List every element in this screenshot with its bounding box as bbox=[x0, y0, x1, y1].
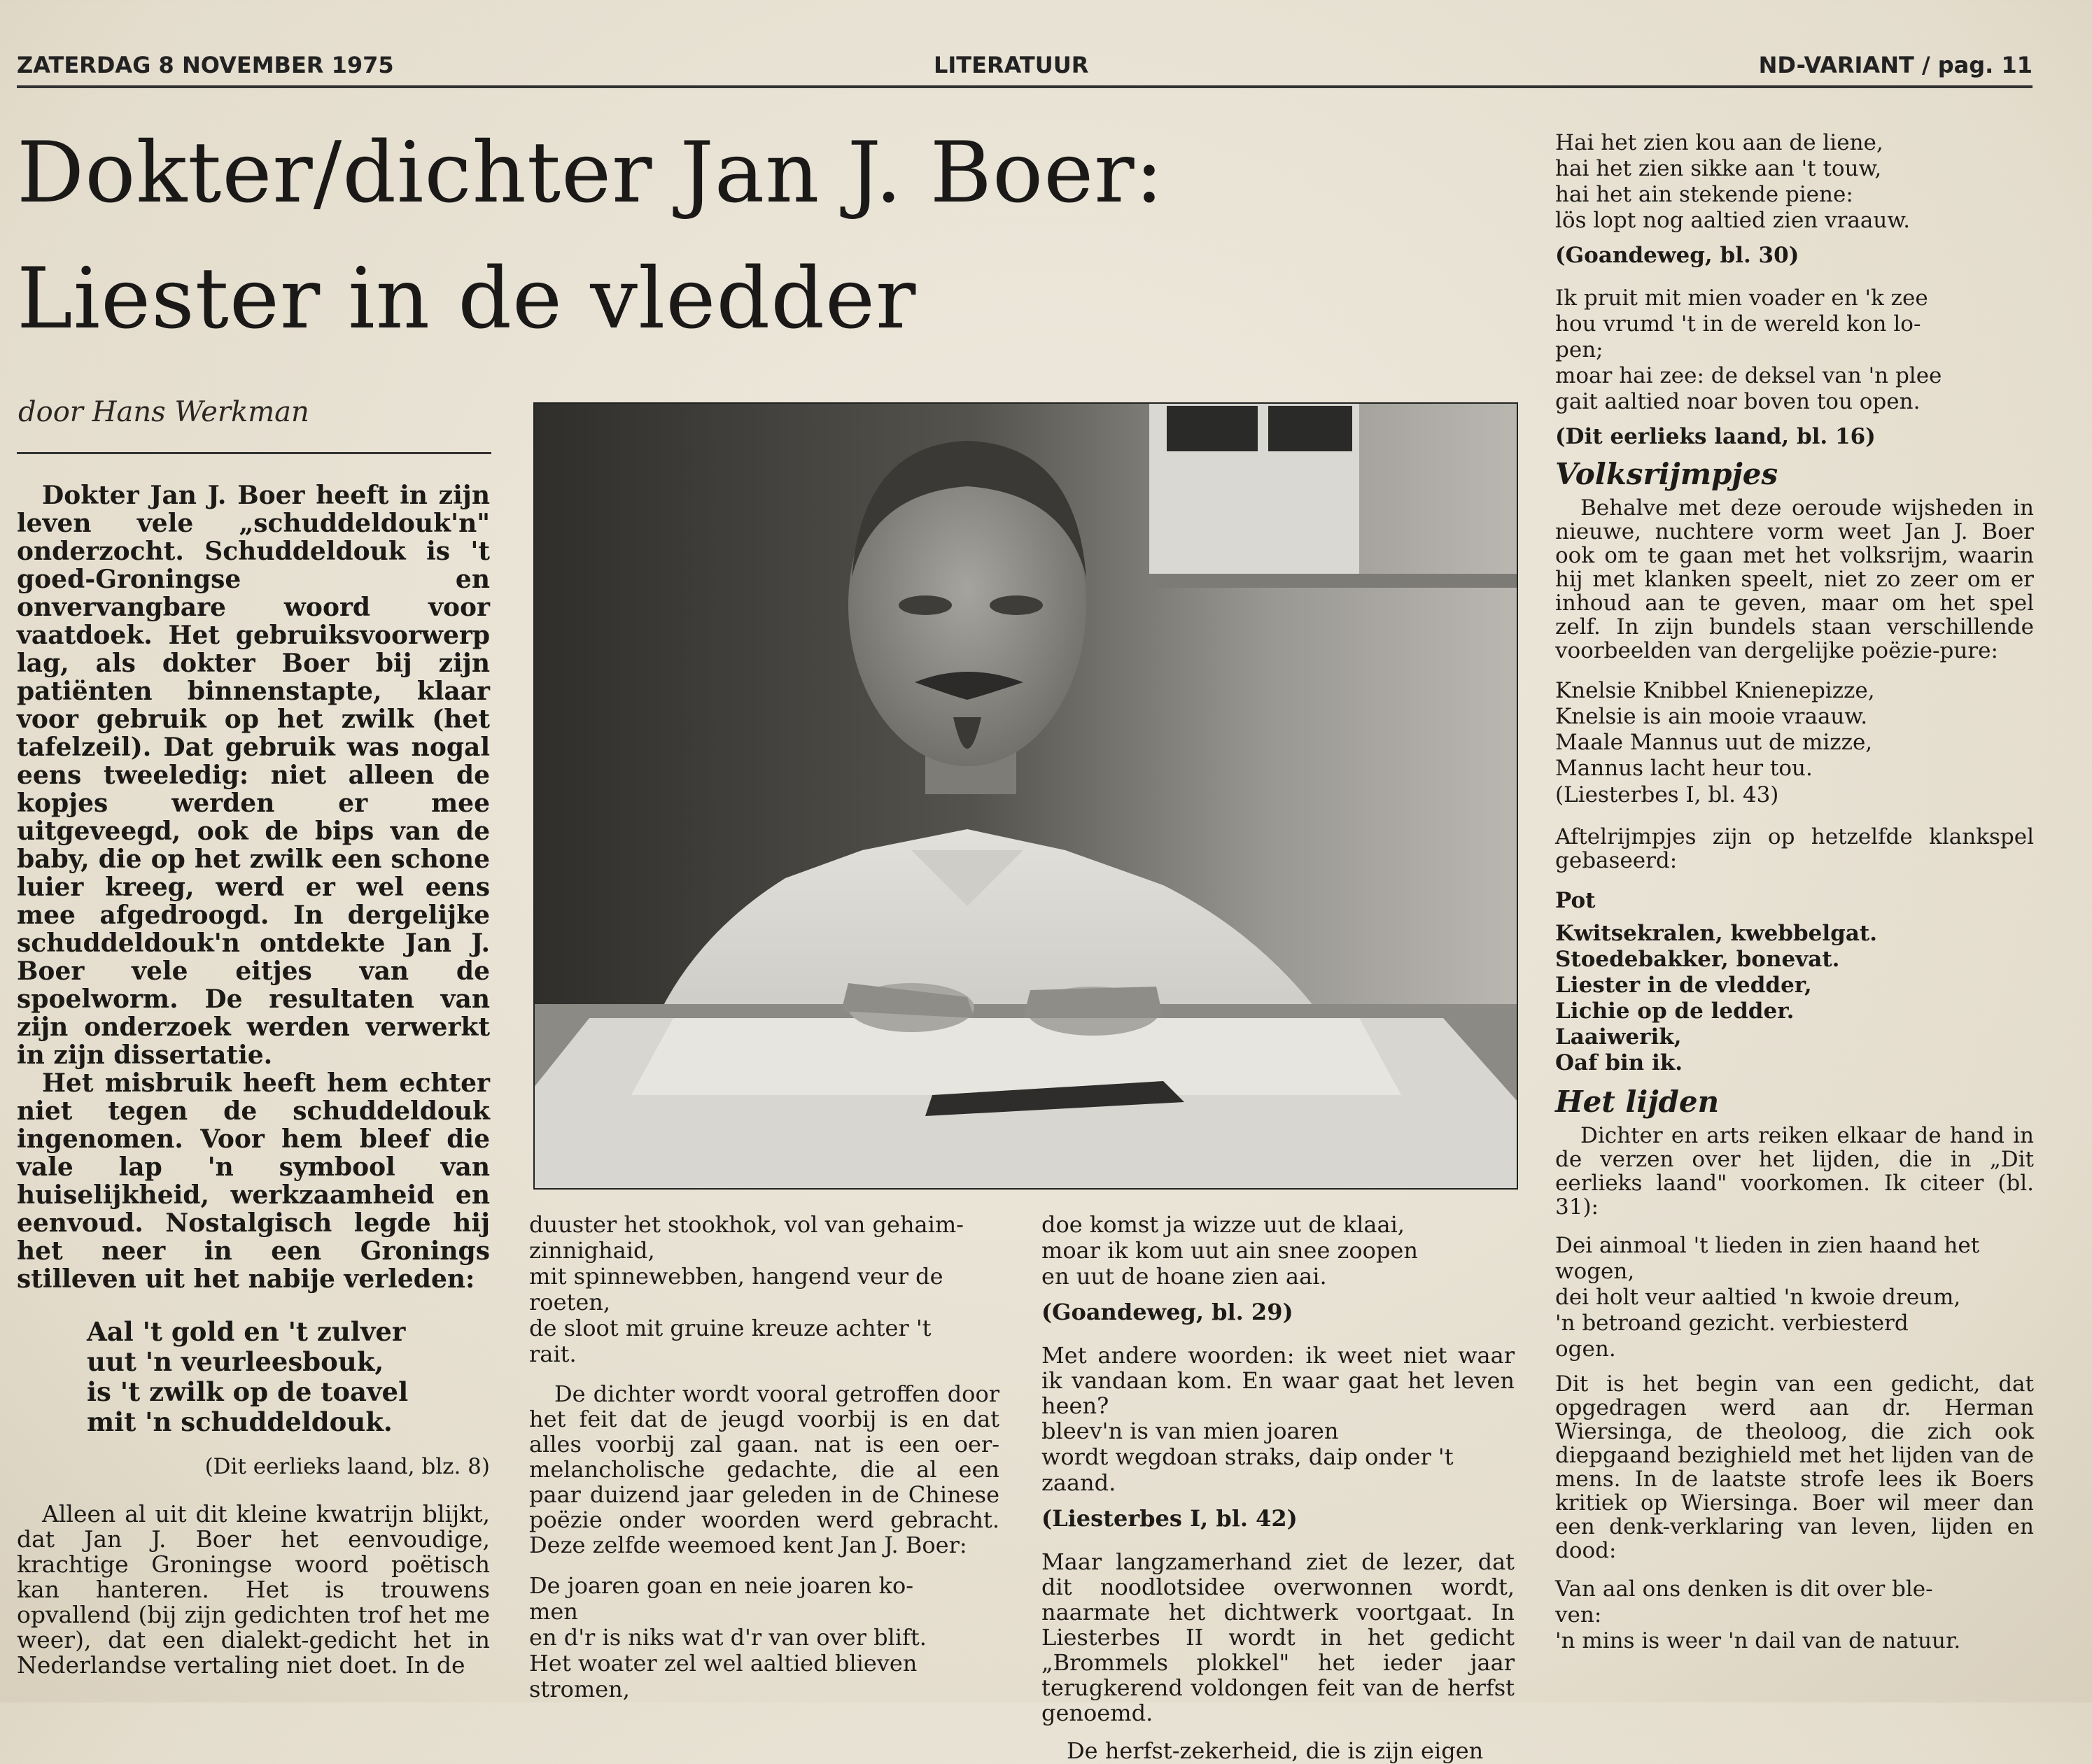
verse-line: Kwitsekralen, kwebbelgat. bbox=[1555, 921, 1878, 946]
verse-fragment bbox=[1555, 678, 2034, 782]
quatrain bbox=[87, 1317, 490, 1437]
paragraph: Maar langzamerhand ziet de lezer, dat dit noodlotsidee overwonnen wordt, naarmate het dichtwerk voortgaat. In Liesterbes II wordt in het gedicht „Brommels plokkel" het ieder jaar terugkerend voldongen feit van de herfst genoemd. bbox=[1041, 1548, 1515, 1726]
verse-fragment bbox=[1555, 285, 2034, 415]
verse-line: bleev'n is van mien joaren bbox=[1041, 1418, 1339, 1444]
verse-line: Dei ainmoal 't lieden in zien haand het bbox=[1555, 1233, 1980, 1258]
verse-line: Knelsie is ain mooie vraauw. bbox=[1555, 704, 1868, 729]
verse-fragment bbox=[529, 1212, 999, 1367]
verse-line: roeten, bbox=[529, 1289, 611, 1315]
verse-line: Laaiwerik, bbox=[1555, 1024, 1682, 1050]
verse-line: 'n mins is weer 'n dail van de natuur. bbox=[1555, 1628, 1961, 1653]
verse-source: (Dit eerlieks laand, bl. 16) bbox=[1555, 424, 1876, 449]
verse-line: zaand. bbox=[1041, 1469, 1116, 1496]
verse-line: De joaren goan en neie joaren ko- bbox=[529, 1572, 914, 1599]
verse-line: duuster het stookhok, vol van gehaim- bbox=[529, 1211, 964, 1238]
verse-line: Oaf bin ik. bbox=[1555, 1050, 1683, 1075]
subheading: Volksrijmpjes bbox=[1555, 457, 1778, 491]
headline-line2: Liester in de vledder bbox=[17, 251, 917, 348]
verse-line: Stoedebakker, bonevat. bbox=[1555, 947, 1840, 972]
verse-line: rait. bbox=[529, 1341, 577, 1367]
column-4 bbox=[1555, 130, 2034, 1664]
paragraph: De herfst-zekerheid, die is zijn eigen bbox=[1067, 1737, 1484, 1764]
paragraph: Behalve met deze oeroude wijsheden in nieuwe, nuchtere vorm weet Jan J. Boer ook om te gaan met het volksrijm, waarin hij met klanken speelt, niet zo zeer om er inhoud aan te geven, maar om het spel zelf. In zijn bundels staan verschillende voorbeelden van dergelijke poëzie-pure: bbox=[1555, 495, 2034, 663]
paragraph: Dit is het begin van een gedicht, dat opgedragen werd aan dr. Herman Wiersinga, de theoloog, die zich ook diepgaand bezighield met het lijden van de mens. In de laatste strofe lees ik Boers kritiek op Wiersinga. Boer wil meer dan een denk-verklaring van leven, lijden en dood: bbox=[1555, 1371, 2034, 1563]
verse-line: Het woater zel wel aaltied blieven bbox=[529, 1650, 918, 1677]
verse-line: wordt wegdoan straks, daip onder 't bbox=[1041, 1444, 1454, 1470]
verse-line: hai het ain stekende piene: bbox=[1555, 182, 1853, 207]
verse-line: en uut de hoane zien aai. bbox=[1041, 1263, 1327, 1290]
verse-source: (Goandeweg, bl. 29) bbox=[1041, 1299, 1293, 1325]
verse-line: moar hai zee: de deksel van 'n plee bbox=[1555, 363, 1942, 388]
headline-line1: Dokter/dichter Jan J. Boer: bbox=[17, 125, 1165, 222]
verse-line: de sloot mit gruine kreuze achter 't bbox=[529, 1315, 932, 1341]
verse-line: Knelsie Knibbel Knienepizze, bbox=[1555, 678, 1875, 703]
verse-line: lös lopt nog aaltied zien vraauw. bbox=[1555, 208, 1911, 233]
page-label: ND-VARIANT / pag. 11 bbox=[1758, 52, 2033, 78]
section-name: LITERATUUR bbox=[934, 52, 1089, 78]
column-2 bbox=[529, 1212, 999, 1712]
masthead-rule bbox=[17, 85, 2033, 88]
verse-line: Liester in de vledder, bbox=[1555, 973, 1812, 998]
paragraph: Aftelrijmpjes zijn op hetzelfde klankspel gebaseerd: bbox=[1555, 824, 2034, 873]
column-1 bbox=[17, 481, 490, 1678]
verse-line: pen; bbox=[1555, 337, 1603, 362]
paragraph: Met andere woorden: ik weet niet waar ik vandaan kom. En waar gaat het leven heen? bbox=[1041, 1342, 1515, 1419]
verse-line: Mannus lacht heur tou. bbox=[1555, 756, 1813, 781]
portrait-photo bbox=[533, 402, 1518, 1190]
verse-line: Hai het zien kou aan de liene, bbox=[1555, 130, 1883, 155]
verse-line: stromen, bbox=[529, 1676, 630, 1702]
verse-fragment bbox=[529, 1573, 999, 1702]
verse-line: is 't zwilk op de toavel bbox=[87, 1376, 409, 1407]
verse-line: Pot bbox=[1555, 888, 1596, 913]
verse-fragment bbox=[1555, 130, 2034, 234]
verse-fragment bbox=[1041, 1418, 1515, 1496]
paragraph: Alleen al uit dit kleine kwatrijn blijkt, dat Jan J. Boer het eenvoudige, krachtige Groningse woord poëtisch kan hanteren. Het is trouwens opvallend (bij zijn gedichten trof het me weer), dat een dialekt-gedicht het in Nederlandse vertaling niet doet. In de bbox=[17, 1500, 490, 1679]
verse-line: men bbox=[529, 1598, 578, 1625]
verse-line: hou vrumd 't in de wereld kon lo- bbox=[1555, 311, 1921, 337]
verse-line: ogen. bbox=[1555, 1336, 1616, 1362]
verse-line: dei holt veur aaltied 'n kwoie dreum, bbox=[1555, 1285, 1961, 1310]
verse-line: hai het zien sikke aan 't touw, bbox=[1555, 156, 1882, 181]
verse-source: (Liesterbes I, bl. 42) bbox=[1041, 1505, 1298, 1532]
verse-line: doe komst ja wizze uut de klaai, bbox=[1041, 1211, 1405, 1238]
verse-source: (Dit eerlieks laand, blz. 8) bbox=[204, 1454, 490, 1479]
verse-line: mit 'n schuddeldouk. bbox=[87, 1406, 393, 1437]
masthead bbox=[17, 52, 2033, 87]
verse-line: Aal 't gold en 't zulver bbox=[87, 1316, 406, 1347]
byline-rule bbox=[17, 452, 491, 454]
verse-line: 'n betroand gezicht. verbiesterd bbox=[1555, 1311, 1909, 1336]
verse-line: ven: bbox=[1555, 1602, 1602, 1628]
verse-line: Van aal ons denken is dit over ble- bbox=[1555, 1576, 1933, 1602]
paragraph: Dichter en arts reiken elkaar de hand in de verzen over het lijden, die in „Dit eerlieks laand" voorkomen. Ik citeer (bl. 31): bbox=[1555, 1123, 2034, 1220]
verse-line: Maale Mannus uut de mizze, bbox=[1555, 730, 1873, 755]
intro-paragraph-1: Dokter Jan J. Boer heeft in zijn leven vele „schuddeldouk'n" onderzocht. Schuddeldouk is 't goed-Groningse en onvervangbare woord voor vaatdoek. Het gebruiksvoorwerp lag, als dokter Boer bij zijn patiënten binnenstapte, klaar voor gebruik op het zwilk (het tafelzeil). Dat gebruik was nogal eens tweeledig: niet alleen de kopjes werden er mee uitgeveegd, ook de bips van de baby, die op het zwilk een schone luier kreeg, werd er wel eens mee afgedroogd. In dergelijke schuddeldouk'n ontdekte Jan J. Boer vele eitjes van de spoelworm. De resultaten van zijn onderzoek werden verwerkt in zijn dissertatie. bbox=[17, 481, 490, 1070]
verse-fragment bbox=[1555, 1576, 2034, 1654]
verse-line: en d'r is niks wat d'r van over blift. bbox=[529, 1624, 927, 1651]
verse-line: zinnighaid, bbox=[529, 1237, 655, 1264]
verse-line: uut 'n veurleesbouk, bbox=[87, 1346, 384, 1377]
intro-paragraph-2: Het misbruik heeft hem echter niet tegen de schuddeldouk ingenomen. Voor hem bleef die vale lap 'n symbool van huiselijkheid, werkzaamheid en eenvoud. Nostalgisch legde hij het neer in een Gronings stilleven uit het nabije verleden: bbox=[17, 1068, 490, 1294]
counting-rhyme bbox=[1555, 888, 2034, 1076]
verse-line: Ik pruit mit mien voader en 'k zee bbox=[1555, 285, 1928, 311]
verse-line: gait aaltied noar boven tou open. bbox=[1555, 389, 1921, 414]
column-3 bbox=[1041, 1212, 1515, 1763]
issue-date: ZATERDAG 8 NOVEMBER 1975 bbox=[17, 52, 394, 78]
verse-line: moar ik kom uut ain snee zoopen bbox=[1041, 1237, 1418, 1264]
verse-source: (Goandeweg, bl. 30) bbox=[1555, 243, 1799, 268]
subheading: Het lijden bbox=[1555, 1085, 1720, 1119]
verse-fragment bbox=[1555, 1233, 2034, 1362]
verse-line: mit spinnewebben, hangend veur de bbox=[529, 1263, 943, 1290]
verse-line: wogen, bbox=[1555, 1259, 1635, 1284]
verse-fragment bbox=[1041, 1212, 1515, 1290]
verse-line: Lichie op de ledder. bbox=[1555, 999, 1795, 1024]
verse-source: (Liesterbes I, bl. 43) bbox=[1555, 782, 1779, 807]
portrait-illustration bbox=[533, 402, 1518, 1190]
byline: door Hans Werkman bbox=[18, 396, 309, 428]
paragraph: De dichter wordt vooral getroffen door het feit dat de jeugd voorbij is en dat alles voorbij zal gaan. nat is een oer-melancholische gedachte, die al een paar duizend jaar geleden in de Chinese poëzie onder woorden werd gebracht. Deze zelfde weemoed kent Jan J. Boer: bbox=[529, 1381, 999, 1558]
